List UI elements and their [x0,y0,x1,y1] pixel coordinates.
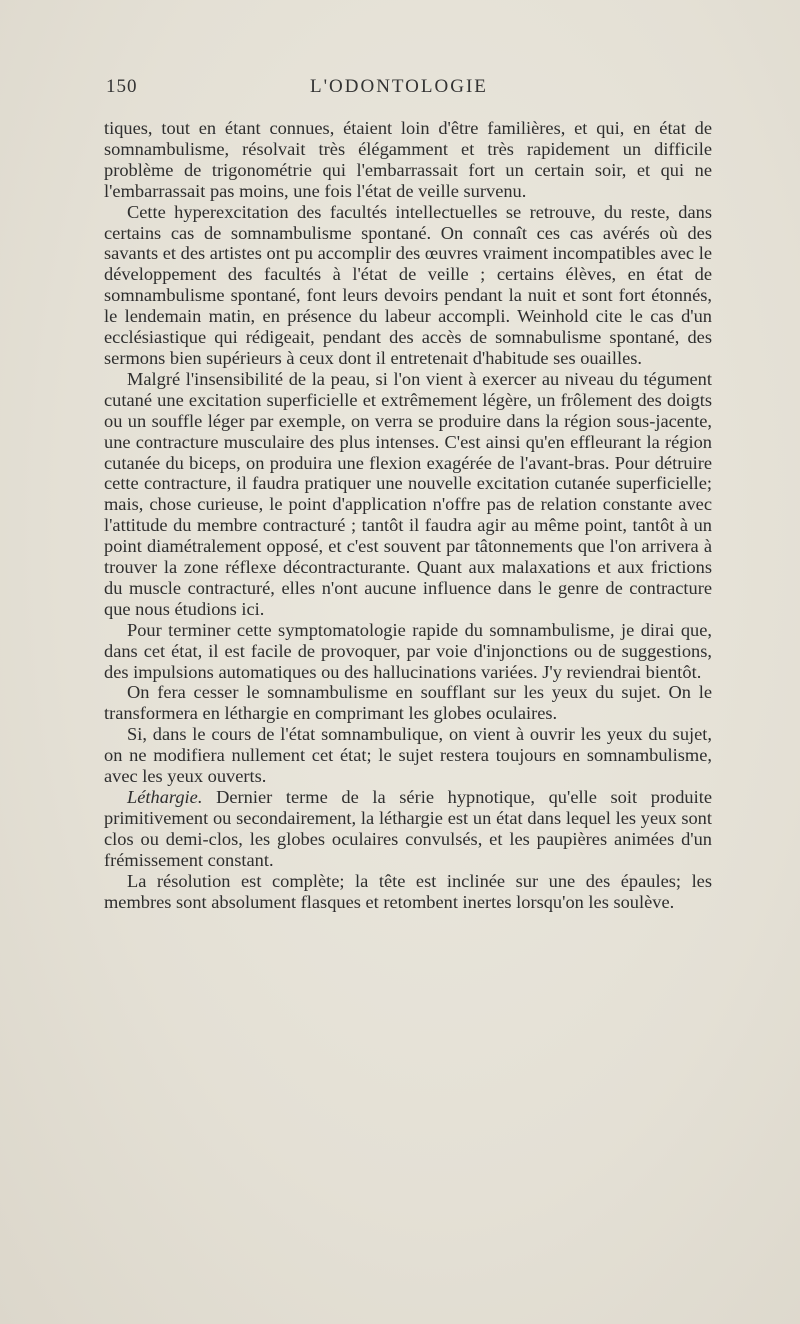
paragraph: Pour terminer cette symptomatologie rapide du somnambulisme, je dirai que, dans cet état, il est facile de provoquer, par voie d'injonctions ou de suggestions, des impulsions automatiques ou des hallucinations variées. J'y reviendrai bientôt. [104,619,712,682]
paragraph: La résolution est complète; la tête est inclinée sur une des épaules; les membres sont absolument flasques et retombent inertes lorsqu'on les soulève. [104,870,712,912]
paragraph: tiques, tout en étant connues, étaient loin d'être familières, et qui, en état de somnambulisme, résolvait très élégamment et très rapidement un difficile problème de trigonométrie qui l'embarrassait fort un certain soir, et qui ne l'embarrassait pas moins, une fois l'état de veille survenu. [104,118,712,201]
paragraph: On fera cesser le somnambulisme en soufflant sur les yeux du sujet. On le transformera en léthargie en comprimant les globes oculaires. [104,682,712,724]
body-text [104,118,712,912]
paragraph-lethargie [104,787,712,871]
paragraph: Cette hyperexcitation des facultés intellectuelles se retrouve, du reste, dans certains cas de somnambulisme spontané. On connaît ces cas avérés où des savants et des artistes ont pu accomplir des œuvres vraiment incompatibles avec le développement des facultés à l'état de veille ; certains élèves, en état de somnambulisme spontané, font leurs devoirs pendant la nuit et sont fort étonnés, le lendemain matin, en présence du labeur accompli. Weinhold cite le cas d'un ecclésiastique qui rédigeait, pendant des accès de somnabulisme spontané, des sermons bien supérieurs à ceux dont il entretenait d'habitude ses ouailles. [104,201,712,368]
paragraph: Malgré l'insensibilité de la peau, si l'on vient à exercer au niveau du tégument cutané une excitation superficielle et extrêmement légère, un frôlement des doigts ou un souffle léger par exemple, on verra se produire dans la région sous-jacente, une contracture musculaire des plus intenses. C'est ainsi qu'en effleurant la région cutanée du biceps, on produira une flexion exagérée de l'avant-bras. Pour détruire cette contracture, il faudra pratiquer une nouvelle excitation cutanée superficielle; mais, chose curieuse, le point d'application n'offre pas de relation constante avec l'attitude du membre contracturé ; tantôt il faudra agir au même point, tantôt à un point diamétralement opposé, et c'est souvent par tâtonnements que l'on arrivera à trouver la zone réflexe décontracturante. Quant aux malaxations et aux frictions du muscle contracturé, elles n'ont aucune influence dans le genre de contracture que nous étudions ici. [104,368,712,619]
paragraph-text: Dernier terme de la série hypnotique, qu'elle soit produite primitivement ou secondairement, la léthargie est un état dans lequel les yeux sont clos ou demi-clos, les globes oculaires convulsés, et les paupières animées d'un frémissement constant. [104,787,712,870]
running-title: L'ODONTOLOGIE [310,76,488,97]
section-lead-lethargie: Léthargie. [127,787,203,807]
page-header [106,76,712,102]
page-number: 150 [106,76,138,97]
paragraph: Si, dans le cours de l'état somnambulique, on vient à ouvrir les yeux du sujet, on ne modifiera nullement cet état; le sujet restera toujours en somnambulisme, avec les yeux ouverts. [104,724,712,787]
